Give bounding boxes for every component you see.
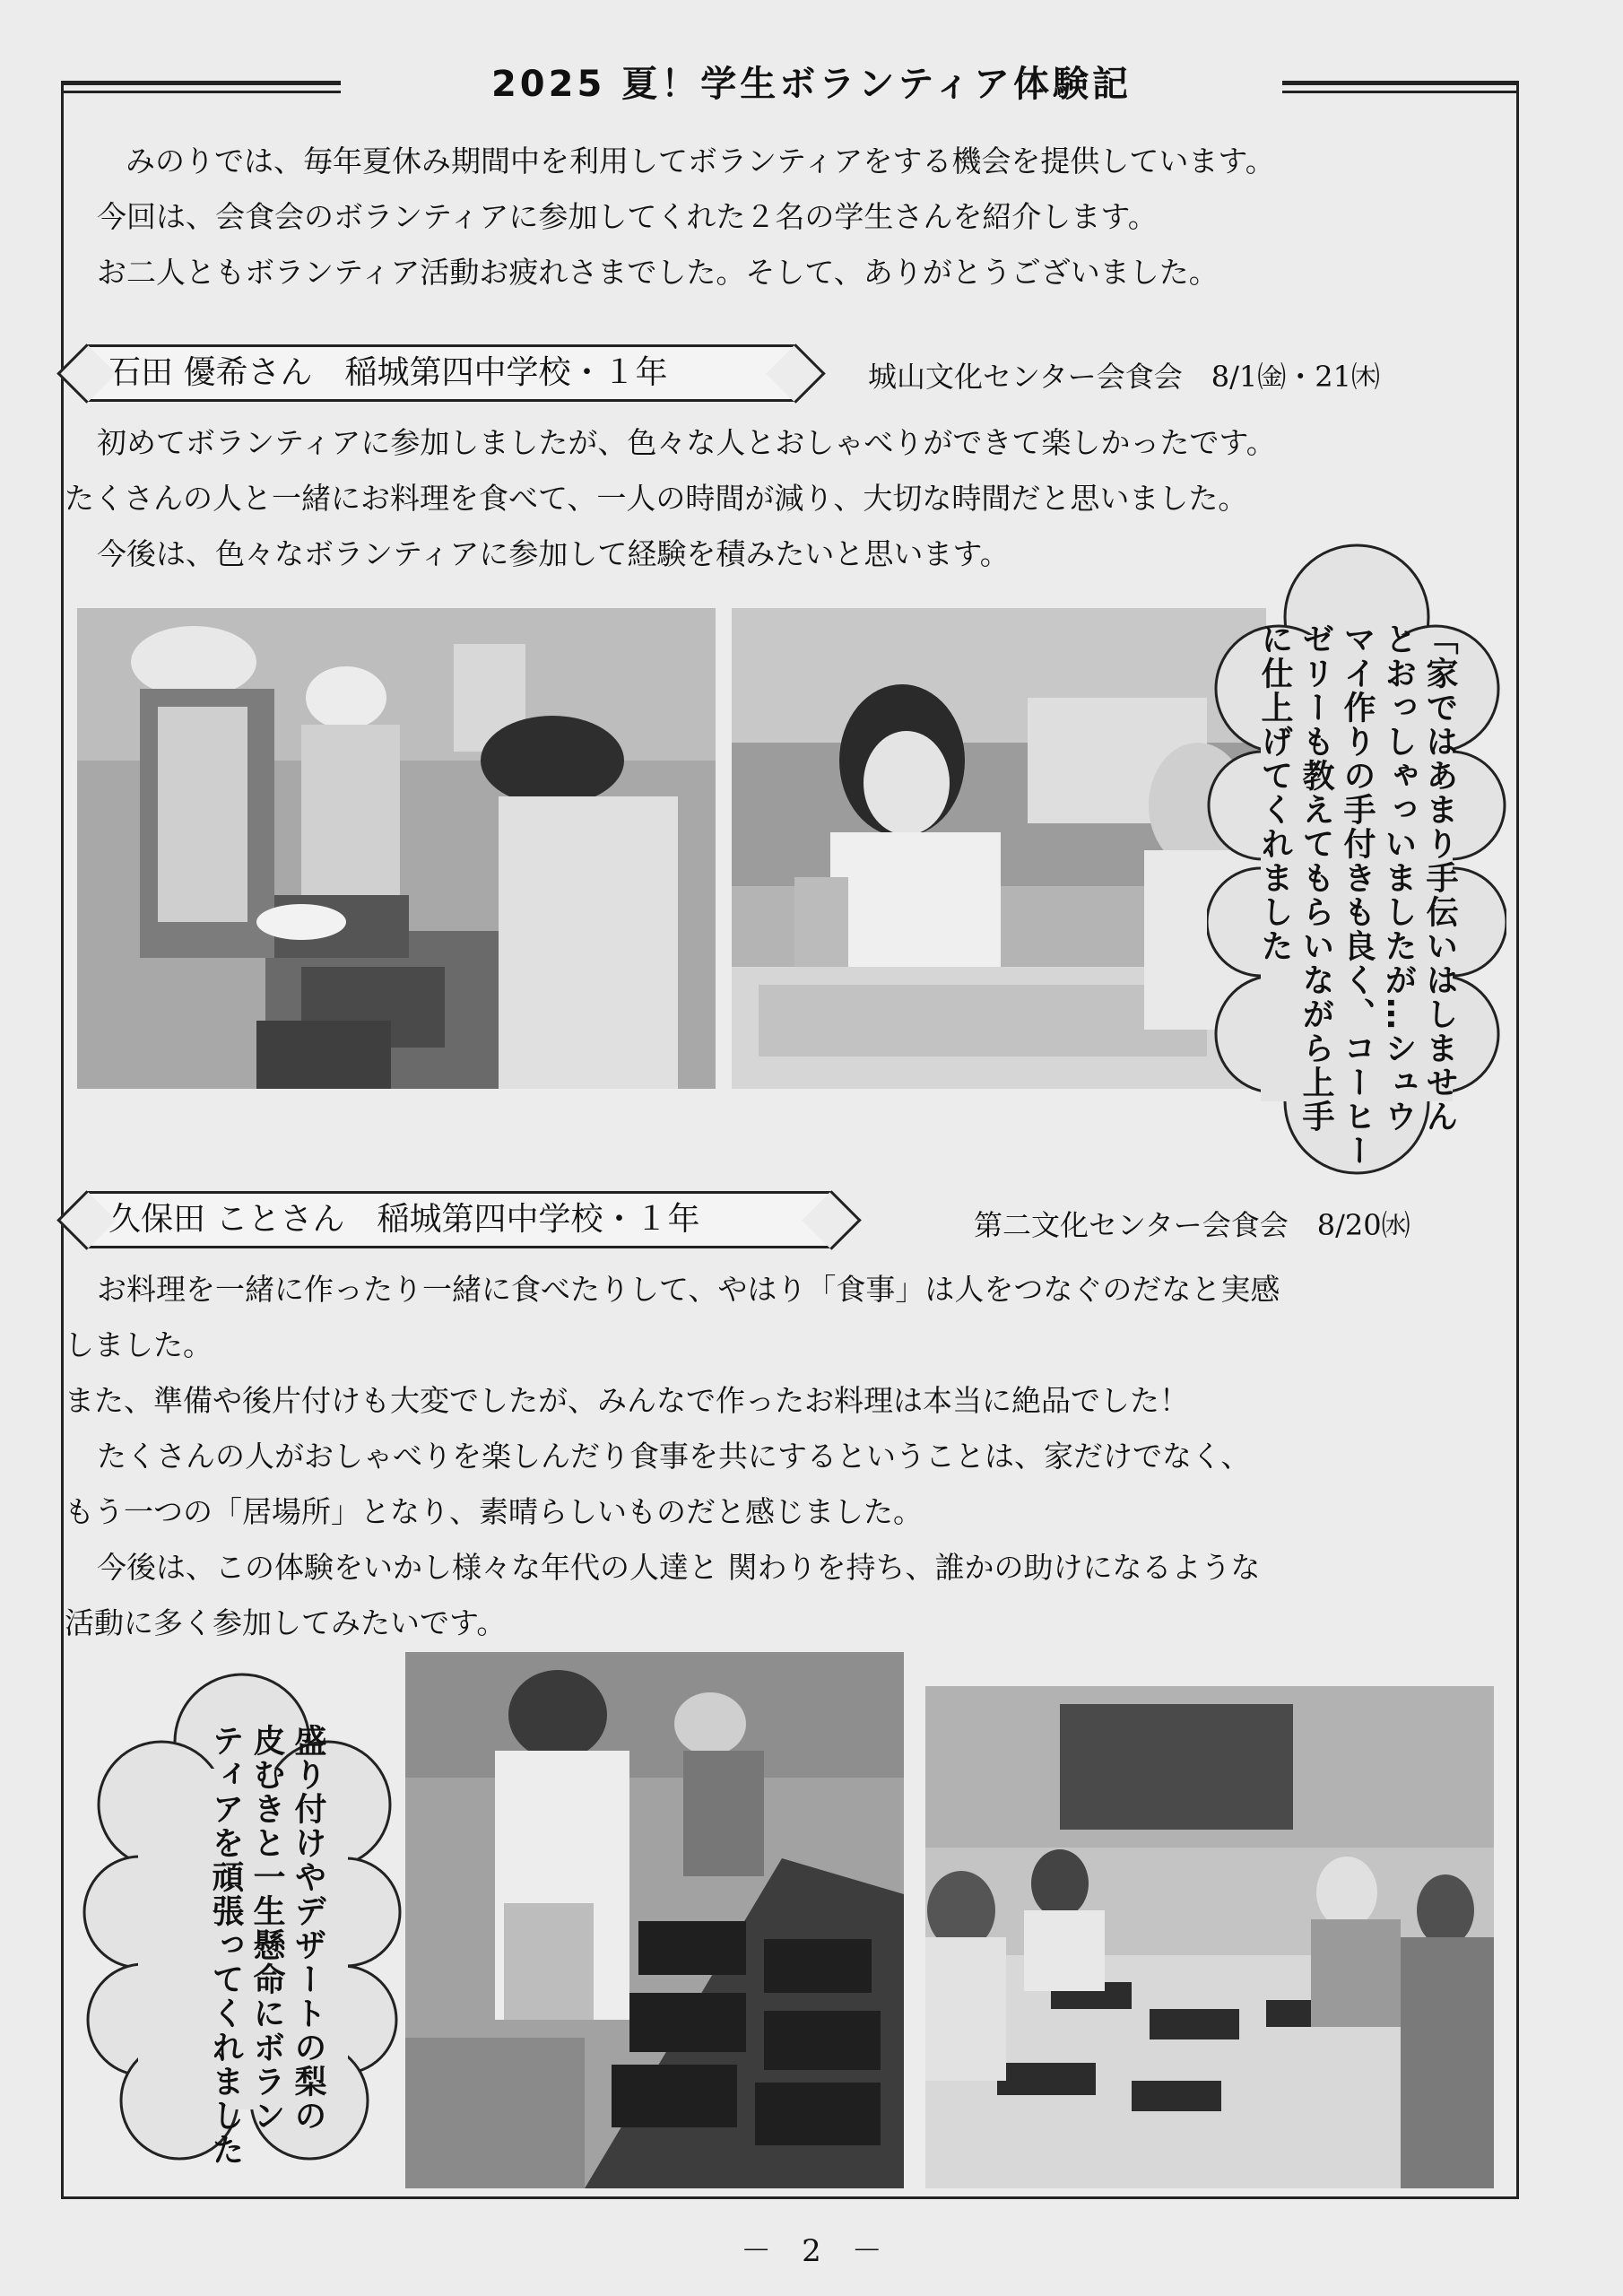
student1-bubble-line-4: ゼリーも教えてもらいながら上手 xyxy=(1298,622,1334,1134)
student2-body-line-7: 活動に多く参加してみたいです。 xyxy=(65,1605,507,1640)
student2-event: 第二文化センター会食会 8/20㈬ xyxy=(974,1208,1410,1242)
student1-event: 城山文化センター会食会 8/1㈮・21㈭ xyxy=(868,360,1380,394)
student2-bubble-line-2: 皮むきと一生懸命にボラン xyxy=(248,1724,285,2133)
student1-comment-bubble xyxy=(1207,536,1506,1177)
student2-bubble-line-1: 盛り付けやデザートの梨の xyxy=(290,1724,326,2133)
student1-bubble-line-3: マイ作りの手付きも良く、コーヒー xyxy=(1339,622,1376,1168)
intro-line-3: お二人ともボランティア活動お疲れさまでした。そして、ありがとうございました。 xyxy=(97,255,1219,290)
page-title: 2025 夏！学生ボランティア体験記 xyxy=(490,64,1133,105)
title-rule-left xyxy=(61,81,341,93)
page-number: － 2 － xyxy=(741,2233,882,2269)
student1-body-line-2: たくさんの人と一緒にお料理を食べて、一人の時間が減り、大切な時間だと思いました。 xyxy=(65,481,1248,516)
student2-body-line-6: 今後は、この体験をいかし様々な年代の人達と 関わりを持ち、誰かの助けになるような xyxy=(97,1550,1261,1585)
intro-line-2: 今回は、会食会のボランティアに参加してくれた２名の学生さんを紹介します。 xyxy=(97,199,1158,234)
student1-bubble-line-1: 「家ではあまり手伝いはしません xyxy=(1421,622,1458,1134)
student1-name-tag xyxy=(86,344,796,402)
dining-room-photo xyxy=(925,1686,1494,2188)
student2-comment-bubble xyxy=(81,1670,404,2172)
student-interview-photo xyxy=(732,608,1266,1089)
student1-body-line-1: 初めてボランティアに参加しましたが、色々な人とおしゃべりができて楽しかったです。 xyxy=(97,425,1276,460)
student2-name-tag xyxy=(86,1191,832,1248)
intro-line-1: みのりでは、毎年夏休み期間中を利用してボランティアをする機会を提供しています。 xyxy=(126,144,1275,178)
student1-bubble-line-2: とおっしゃっいましたが…シュウ xyxy=(1380,622,1417,1134)
kitchen-cooking-photo xyxy=(77,608,716,1089)
student2-name: 久保田 ことさん 稲城第四中学校・１年 xyxy=(108,1201,700,1238)
student2-body-line-1: お料理を一緒に作ったり一緒に食べたりして、やはり「食事」は人をつなぐのだなと実感 xyxy=(97,1272,1280,1307)
student1-name: 石田 優希さん 稲城第四中学校・１年 xyxy=(108,354,668,391)
student2-body-line-3: また、準備や後片付けも大変でしたが、みんなで作ったお料理は本当に絶品でした！ xyxy=(65,1383,1189,1418)
title-box xyxy=(341,57,1282,111)
student2-body-line-2: しました。 xyxy=(65,1327,213,1362)
student1-bubble-line-5: に仕上げてくれました xyxy=(1256,622,1293,963)
bento-plating-photo xyxy=(405,1652,904,2188)
student1-body-line-3: 今後は、色々なボランティアに参加して経験を積みたいと思います。 xyxy=(97,536,1010,571)
student2-body-line-4: たくさんの人がおしゃべりを楽しんだり食事を共にするということは、家だけでなく、 xyxy=(97,1439,1251,1474)
student2-body-line-5: もう一つの「居場所」となり、素晴らしいものだと感じました。 xyxy=(65,1494,923,1529)
title-rule-right xyxy=(1282,81,1519,93)
student2-bubble-line-3: ティアを頑張ってくれました xyxy=(207,1724,244,2167)
